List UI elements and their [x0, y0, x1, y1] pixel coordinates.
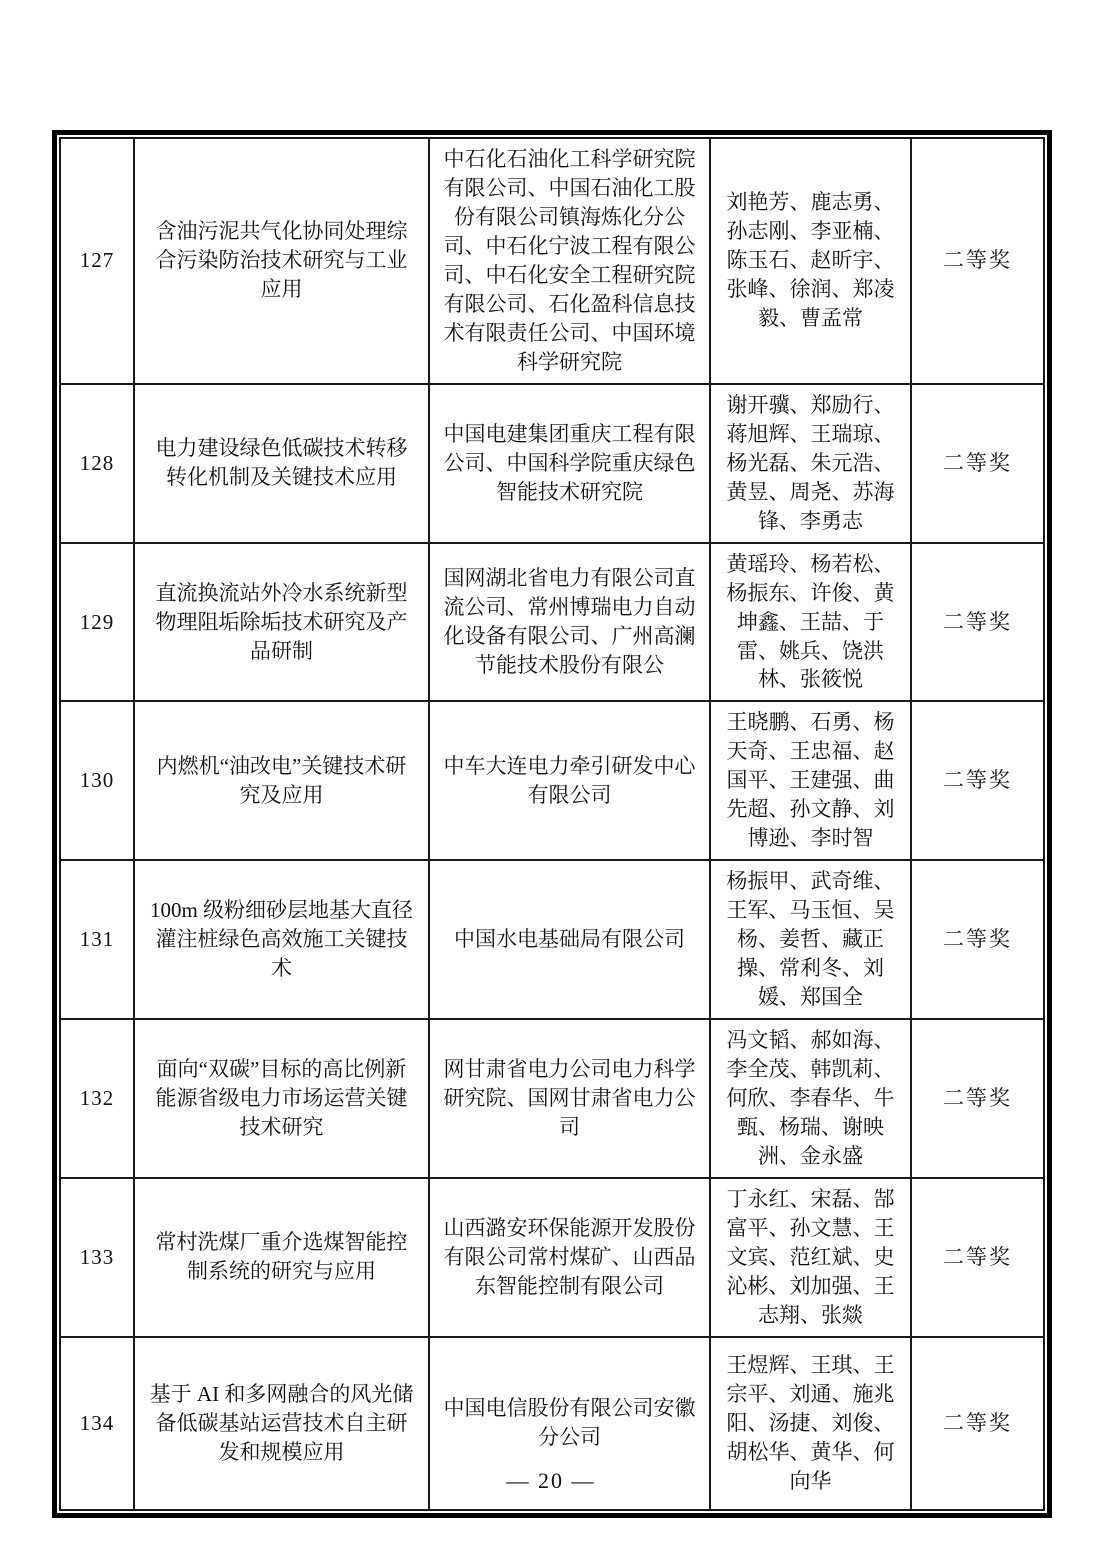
members-cell: 丁永红、宋磊、郜富平、孙文慧、王文宾、范红斌、史沁彬、刘加强、王志翔、张燚 [710, 1178, 911, 1337]
organizations-cell: 中石化石油化工科学研究院有限公司、中国石油化工股份有限公司镇海炼化分公司、中石化宁波工程有限公司、中石化安全工程研究院有限公司、石化盈科信息技术有限责任公司、中国环境科学研究院 [429, 138, 710, 384]
table-row [60, 1178, 1044, 1337]
organizations-cell: 中国电信股份有限公司安徽分公司 [429, 1337, 710, 1510]
project-title-cell: 面向“双碳”目标的高比例新能源省级电力市场运营关键技术研究 [134, 1019, 429, 1178]
project-title-cell: 内燃机“油改电”关键技术研究及应用 [134, 701, 429, 860]
table-row [60, 543, 1044, 702]
organizations-cell: 网甘肃省电力公司电力科学研究院、国网甘肃省电力公司 [429, 1019, 710, 1178]
table-row [60, 860, 1044, 1019]
table-row [60, 138, 1044, 384]
members-cell: 冯文韬、郝如海、李全茂、韩凯莉、何欣、李春华、牛甄、杨瑞、谢映洲、金永盛 [710, 1019, 911, 1178]
table-row [60, 701, 1044, 860]
table-row [60, 384, 1044, 543]
award-level-cell: 二等奖 [911, 1337, 1044, 1510]
awards-table [59, 137, 1045, 1511]
members-cell: 谢开骥、郑励行、蒋旭辉、王瑞琼、杨光磊、朱元浩、黄昱、周尧、苏海锋、李勇志 [710, 384, 911, 543]
award-level-cell: 二等奖 [911, 138, 1044, 384]
row-number-cell: 128 [60, 384, 134, 543]
awards-table-wrapper [52, 130, 1052, 1518]
members-cell: 刘艳芳、鹿志勇、孙志刚、李亚楠、陈玉石、赵昕宇、张峰、徐润、郑凌毅、曹孟常 [710, 138, 911, 384]
organizations-cell: 中国电建集团重庆工程有限公司、中国科学院重庆绿色智能技术研究院 [429, 384, 710, 543]
award-level-cell: 二等奖 [911, 384, 1044, 543]
award-level-cell: 二等奖 [911, 701, 1044, 860]
organizations-cell: 山西潞安环保能源开发股份有限公司常村煤矿、山西品东智能控制有限公司 [429, 1178, 710, 1337]
row-number-cell: 133 [60, 1178, 134, 1337]
award-level-cell: 二等奖 [911, 543, 1044, 702]
row-number-cell: 130 [60, 701, 134, 860]
row-number-cell: 131 [60, 860, 134, 1019]
table-row [60, 1019, 1044, 1178]
row-number-cell: 129 [60, 543, 134, 702]
project-title-cell: 电力建设绿色低碳技术转移转化机制及关键技术应用 [134, 384, 429, 543]
row-number-cell: 134 [60, 1337, 134, 1510]
members-cell: 杨振甲、武奇维、王军、马玉恒、吴杨、姜哲、藏正操、常利冬、刘媛、郑国全 [710, 860, 911, 1019]
members-cell: 王晓鹏、石勇、杨天奇、王忠福、赵国平、王建强、曲先超、孙文静、刘博逊、李时智 [710, 701, 911, 860]
row-number-cell: 132 [60, 1019, 134, 1178]
row-number-cell: 127 [60, 138, 134, 384]
organizations-cell: 中车大连电力牵引研发中心有限公司 [429, 701, 710, 860]
project-title-cell: 含油污泥共气化协同处理综合污染防治技术研究与工业应用 [134, 138, 429, 384]
page-number: — 20 — [506, 1468, 596, 1493]
award-level-cell: 二等奖 [911, 1019, 1044, 1178]
award-level-cell: 二等奖 [911, 1178, 1044, 1337]
organizations-cell: 中国水电基础局有限公司 [429, 860, 710, 1019]
award-level-cell: 二等奖 [911, 860, 1044, 1019]
organizations-cell: 国网湖北省电力有限公司直流公司、常州博瑞电力自动化设备有限公司、广州高澜节能技术股份有限公 [429, 543, 710, 702]
project-title-cell: 100m 级粉细砂层地基大直径灌注桩绿色高效施工关键技术 [134, 860, 429, 1019]
project-title-cell: 常村洗煤厂重介选煤智能控制系统的研究与应用 [134, 1178, 429, 1337]
project-title-cell: 直流换流站外冷水系统新型物理阻垢除垢技术研究及产品研制 [134, 543, 429, 702]
members-cell: 黄瑶玲、杨若松、杨振东、许俊、黄坤鑫、王喆、于雷、姚兵、饶洪林、张筱悦 [710, 543, 911, 702]
members-cell: 王煜辉、王琪、王宗平、刘通、施兆阳、汤捷、刘俊、胡松华、黄华、何向华 [710, 1337, 911, 1510]
project-title-cell: 基于 AI 和多网融合的风光储备低碳基站运营技术自主研发和规模应用 [134, 1337, 429, 1510]
